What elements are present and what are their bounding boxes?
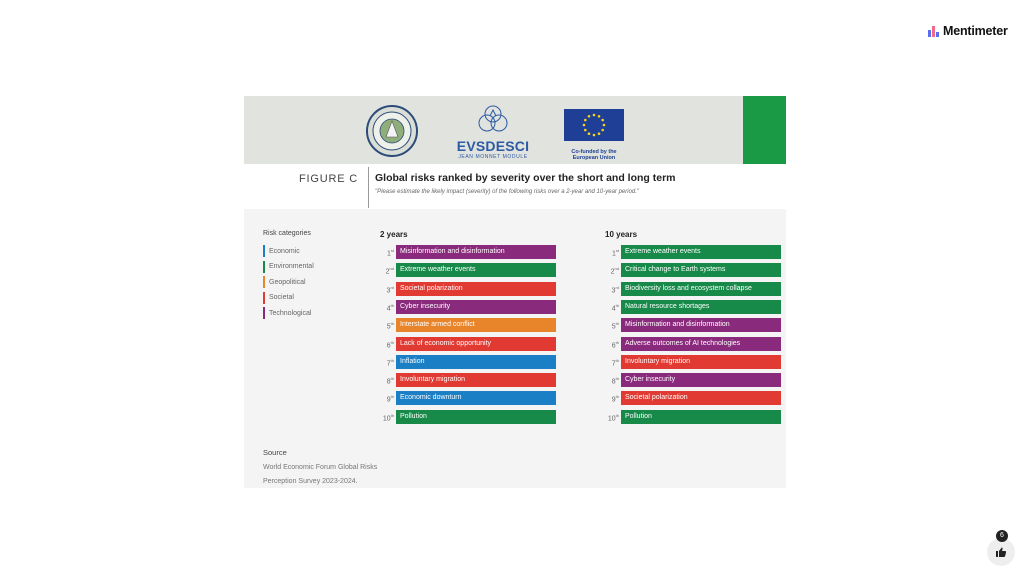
rank-number: [378, 358, 394, 367]
risk-item: Extreme weather events: [621, 245, 781, 259]
rank-value: 5: [386, 323, 391, 331]
risk-item: Involuntary migration: [621, 355, 781, 369]
rank-number: [378, 376, 394, 385]
risk-item: Interstate armed conflict: [396, 318, 556, 332]
figure-label: FIGURE C: [299, 173, 358, 185]
slide: [244, 96, 786, 488]
legend-label: Societal: [269, 294, 294, 301]
header-divider: [368, 167, 369, 208]
rank-value: 2: [610, 268, 615, 276]
rank-value: 9: [611, 396, 616, 404]
reaction-widget[interactable]: [987, 530, 1017, 566]
legend-label: Geopolitical: [269, 278, 306, 286]
rank-value: 6: [386, 341, 391, 349]
rank-suffix: st: [390, 248, 394, 253]
risk-item: Pollution: [621, 410, 781, 424]
figure-title: Global risks ranked by severity over the short and long term: [375, 172, 676, 184]
rank-suffix: th: [615, 339, 619, 345]
rank-suffix: th: [615, 321, 619, 327]
rank-value: 7: [611, 360, 616, 368]
rank-number: [603, 303, 619, 312]
rank-suffix: st: [615, 248, 619, 253]
thumbs-up-icon: [995, 546, 1007, 558]
logo-banner: [244, 96, 786, 164]
legend-item: [263, 261, 314, 273]
rank-suffix: nd: [614, 266, 619, 272]
figure-header: [244, 164, 786, 209]
eu-flag-icon: [564, 109, 624, 141]
legend-item: [263, 276, 306, 288]
risk-item: Cyber insecurity: [396, 300, 556, 314]
risk-item: Misinformation and disinformation: [621, 318, 781, 332]
rank-number: [378, 285, 394, 294]
rank-value: 8: [611, 378, 616, 386]
rank-suffix: th: [615, 357, 619, 363]
source-title: Source: [263, 448, 287, 457]
rank-number: [603, 248, 619, 257]
legend-swatch: [263, 307, 265, 319]
risk-item: Lack of economic opportunity: [396, 337, 556, 351]
risk-item: Extreme weather events: [396, 263, 556, 277]
rank-number: [603, 394, 619, 403]
legend-swatch: [263, 292, 265, 304]
brand-name: Mentimeter: [943, 24, 1008, 38]
banner-accent: [743, 96, 786, 164]
rank-value: 8: [386, 378, 391, 386]
rank-suffix: rd: [390, 284, 394, 290]
rank-suffix: th: [390, 376, 394, 382]
legend-swatch: [263, 261, 265, 273]
rank-number: [603, 285, 619, 294]
rank-suffix: th: [615, 412, 619, 418]
rank-number: [378, 248, 394, 257]
rank-number: [603, 321, 619, 330]
risk-item: Biodiversity loss and ecosystem collapse: [621, 282, 781, 296]
risk-item: Critical change to Earth systems: [621, 263, 781, 277]
rank-suffix: rd: [615, 284, 619, 290]
rank-suffix: th: [390, 321, 394, 327]
legend-swatch: [263, 245, 265, 257]
mentimeter-logo: [928, 24, 1008, 38]
risk-item: Misinformation and disinformation: [396, 245, 556, 259]
rank-suffix: th: [390, 302, 394, 308]
column-heading: 10 years: [605, 230, 638, 239]
rank-value: 6: [611, 341, 616, 349]
rank-value: 3: [386, 286, 391, 294]
rank-value: 5: [611, 323, 616, 331]
rank-value: 7: [386, 360, 391, 368]
column-heading: 2 years: [380, 230, 408, 239]
rank-value: 1: [386, 250, 391, 258]
legend-item: [263, 292, 294, 304]
rank-value: 2: [385, 268, 390, 276]
rank-suffix: th: [390, 357, 394, 363]
rank-value: 10: [382, 415, 391, 423]
evsdesci-subtitle: JEAN MONNET MODULE: [458, 154, 528, 160]
risk-item: Inflation: [396, 355, 556, 369]
eu-cofunded-logo: [558, 109, 630, 161]
risk-item: Adverse outcomes of AI technologies: [621, 337, 781, 351]
legend-item: [263, 245, 300, 257]
rank-suffix: th: [615, 376, 619, 382]
rank-number: [378, 321, 394, 330]
legend-label: Economic: [269, 247, 300, 255]
rank-value: 3: [611, 286, 616, 294]
rank-number: [603, 340, 619, 349]
risk-item: Natural resource shortages: [621, 300, 781, 314]
rank-number: [603, 413, 619, 422]
like-button[interactable]: [987, 538, 1015, 566]
figure-subtitle: "Please estimate the likely impact (severity) of the following risks over a 2-year and 10-year period.": [375, 189, 640, 195]
rank-value: 4: [611, 305, 616, 313]
rank-suffix: nd: [389, 266, 394, 272]
rank-number: [603, 376, 619, 385]
reaction-count-badge: 6: [996, 530, 1008, 542]
rank-value: 10: [607, 415, 616, 423]
risk-item: Economic downturn: [396, 391, 556, 405]
risk-item: Involuntary migration: [396, 373, 556, 387]
rank-suffix: th: [615, 302, 619, 308]
legend-swatch: [263, 276, 265, 288]
rank-number: [603, 266, 619, 275]
legend-title: Risk categories: [263, 230, 311, 237]
mentimeter-mark-icon: [928, 26, 939, 37]
rank-number: [378, 266, 394, 275]
risk-item: Cyber insecurity: [621, 373, 781, 387]
evsdesci-name: EVSDESCI: [456, 138, 530, 154]
risk-item: Pollution: [396, 410, 556, 424]
risk-item: Societal polarization: [396, 282, 556, 296]
legend-item: [263, 307, 311, 319]
legend-label: Environmental: [269, 263, 314, 270]
evsdesci-emblem-icon: [473, 104, 513, 134]
rank-suffix: th: [615, 394, 619, 400]
university-seal-icon: [364, 105, 420, 157]
rank-number: [378, 413, 394, 422]
source-text: World Economic Forum Global Risks Perception Survey 2023-2024.: [263, 464, 378, 485]
rank-number: [378, 340, 394, 349]
rank-value: 1: [611, 250, 616, 258]
risk-item: Societal polarization: [621, 391, 781, 405]
rank-number: [603, 358, 619, 367]
legend-label: Technological: [269, 309, 312, 317]
evsdesci-logo: [448, 104, 538, 162]
rank-value: 9: [386, 396, 391, 404]
eu-cofunded-text: Co-funded by the European Union: [571, 149, 617, 161]
rank-number: [378, 303, 394, 312]
rank-value: 4: [386, 305, 391, 313]
rank-suffix: th: [390, 339, 394, 345]
rank-suffix: th: [390, 394, 394, 400]
rank-suffix: th: [390, 412, 394, 418]
rank-number: [378, 394, 394, 403]
